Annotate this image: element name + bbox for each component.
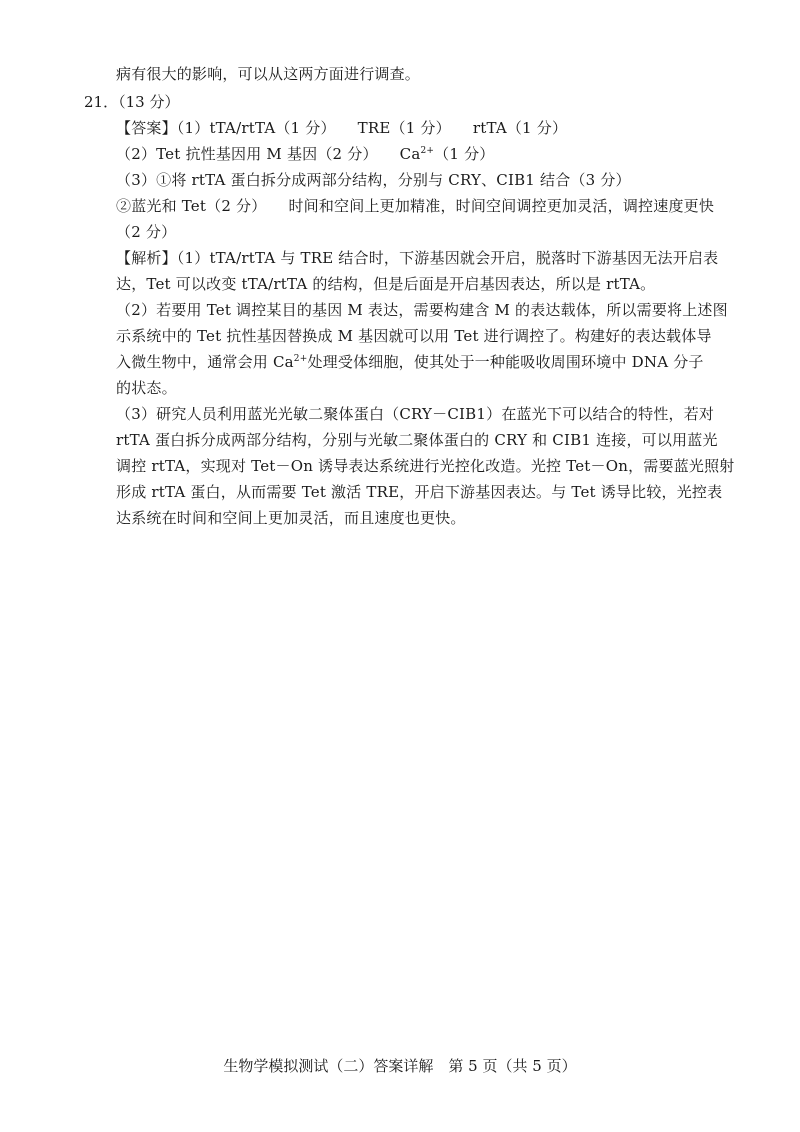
answer-part-1-rttA: rtTA（1 分） — [472, 119, 568, 137]
analysis-p2-line4: 的状态。 — [116, 379, 177, 397]
continued-text-line: 病有很大的影响，可以从这两方面进行调查。 — [116, 65, 421, 83]
analysis-p2-line3-b: 处理受体细胞，使其处于一种能吸收周围环境中 DNA 分子 — [307, 353, 704, 371]
analysis-p2-line2: 示系统中的 Tet 抗性基因替换成 M 基因就可以用 Tet 进行调控了。构建好的表达载体导 — [116, 327, 712, 345]
answer-line-4 — [116, 196, 714, 216]
answer-part-3-2: ②蓝光和 Tet（2 分） — [116, 197, 267, 215]
answer-part-3-2-detail: 时间和空间上更加精准，时间空间调控更加灵活，调控速度更快 — [288, 197, 715, 215]
calcium-ion-base: Ca — [399, 145, 421, 163]
answer-part-2-score: （1 分） — [434, 145, 495, 163]
analysis-p3-line1: （3）研究人员利用蓝光光敏二聚体蛋白（CRY－CIB1）在蓝光下可以结合的特性，若对 — [116, 405, 715, 423]
answer-line-3: （3）①将 rtTA 蛋白拆分成两部分结构，分别与 CRY、CIB1 结合（3 分） — [116, 171, 631, 189]
answer-line-2 — [116, 144, 494, 164]
calcium-ion-charge-2: 2+ — [293, 354, 308, 364]
analysis-p1-line2: 达，Tet 可以改变 tTA/rtTA 的结构，但是后面是开启基因表达，所以是 rtTA。 — [116, 275, 656, 293]
analysis-p2-line3-a: 入微生物中，通常会用 Ca — [116, 353, 294, 371]
answer-line-5: （2 分） — [116, 223, 177, 241]
analysis-p3-line4: 形成 rtTA 蛋白，从而需要 Tet 激活 TRE，开启下游基因表达。与 Tet 诱导比较，光控表 — [116, 483, 723, 501]
question-number: 21．（13 分） — [84, 93, 180, 111]
analysis-p3-line5: 达系统在时间和空间上更加灵活，而且速度也更快。 — [116, 509, 466, 527]
analysis-p3-line3: 调控 rtTA，实现对 Tet－On 诱导表达系统进行光控化改造。光控 Tet－On，需要蓝光照射 — [116, 457, 735, 475]
answer-part-1: 【答案】（1）tTA/rtTA（1 分） — [116, 119, 336, 137]
analysis-p1-line1: 【解析】（1）tTA/rtTA 与 TRE 结合时，下游基因就会开启，脱落时下游基因无法开启表 — [116, 249, 719, 267]
answer-part-2: （2）Tet 抗性基因用 M 基因（2 分） — [116, 145, 378, 163]
page-footer: 生物学模拟测试（二）答案详解 第 5 页（共 5 页） — [223, 1057, 577, 1075]
answer-line-1 — [116, 118, 567, 138]
analysis-p2-line1: （2）若要用 Tet 调控某目的基因 M 表达，需要构建含 M 的表达载体，所以需要将上述图 — [116, 301, 728, 319]
analysis-p2-line3 — [116, 352, 704, 372]
calcium-ion-charge: 2+ — [420, 146, 435, 156]
analysis-p3-line2: rtTA 蛋白拆分成两部分结构，分别与光敏二聚体蛋白的 CRY 和 CIB1 连接，可以用蓝光 — [116, 431, 718, 449]
answer-part-1-tre: TRE（1 分） — [357, 119, 451, 137]
